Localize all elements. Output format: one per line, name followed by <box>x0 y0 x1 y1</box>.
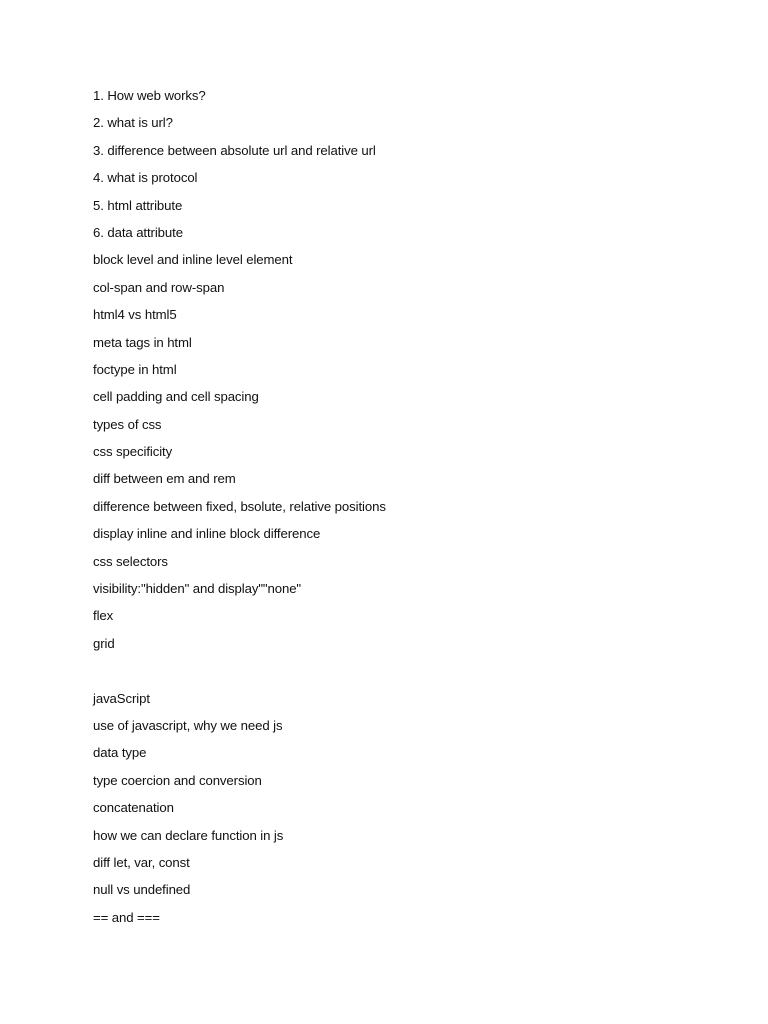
list-item: difference between fixed, bsolute, relative positions <box>93 498 386 514</box>
list-item: visibility:"hidden" and display""none" <box>93 581 302 597</box>
list-item: css specificity <box>93 444 173 460</box>
section-heading: javaScript <box>93 690 150 706</box>
list-item: foctype in html <box>93 361 177 377</box>
list-item: type coercion and conversion <box>93 772 262 788</box>
list-item: 2. what is url? <box>93 115 173 131</box>
list-item: grid <box>93 635 115 651</box>
list-item: cell padding and cell spacing <box>93 389 259 405</box>
list-item: types of css <box>93 416 162 432</box>
list-item: css selectors <box>93 553 168 569</box>
blank-line <box>93 661 386 688</box>
list-item: 3. difference between absolute url and relative url <box>93 142 376 158</box>
list-item: null vs undefined <box>93 882 191 898</box>
list-item: data type <box>93 745 147 761</box>
list-item: 1. How web works? <box>93 88 206 103</box>
list-item: 5. html attribute <box>93 197 183 213</box>
list-item: concatenation <box>93 800 174 816</box>
list-item: 4. what is protocol <box>93 170 198 186</box>
list-item: diff let, var, const <box>93 854 190 870</box>
list-item: == and === <box>93 909 160 925</box>
notes-list <box>93 86 386 935</box>
list-item: block level and inline level element <box>93 252 293 268</box>
list-item: use of javascript, why we need js <box>93 717 283 733</box>
list-item: 6. data attribute <box>93 224 183 240</box>
list-item: meta tags in html <box>93 334 192 350</box>
list-item: display inline and inline block difference <box>93 526 321 542</box>
list-item: how we can declare function in js <box>93 827 284 843</box>
list-item: diff between em and rem <box>93 471 236 487</box>
list-item: col-span and row-span <box>93 279 225 295</box>
list-item: html4 vs html5 <box>93 307 177 323</box>
list-item: flex <box>93 608 114 624</box>
